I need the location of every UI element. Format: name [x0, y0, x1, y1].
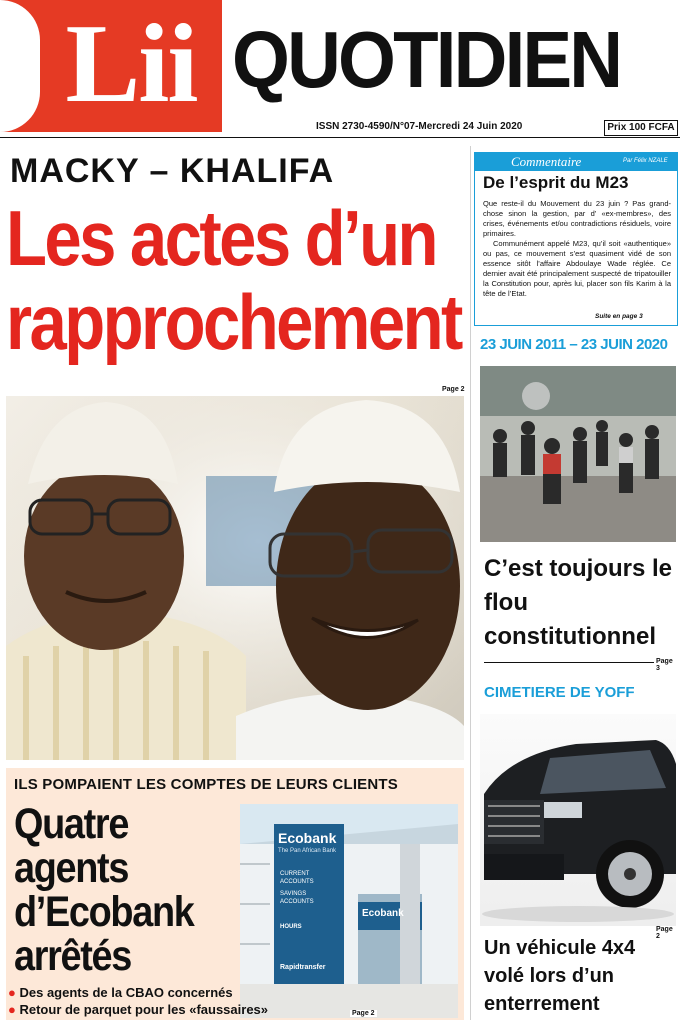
commentary-author: Par Félix NZALE [623, 158, 668, 164]
commentary-paragraph-1: Que reste-il du Mouvement du 23 juin ? Pas grand-chose sinon la gestion, par d’ «ex-membres», des crises, événements et/ou contradictions résiduels, voire primaires. [483, 199, 671, 238]
bank-bullet-2: ● Retour de parquet pour les «faussaires» [8, 1002, 269, 1017]
main-kicker: MACKY – KHALIFA [10, 152, 335, 190]
cemetery-headline[interactable]: Un véhicule 4x4 volé lors d’un enterrement [484, 937, 636, 1015]
bank-sign-savings: SAVINGS ACCOUNTS [280, 891, 314, 905]
column-divider [470, 146, 471, 1020]
bullet-dot-icon: ● [8, 985, 16, 1000]
bank-bullet-1: ● Des agents de la CBAO concernés [8, 985, 233, 1000]
bank-kicker: ILS POMPAIENT LES COMPTES DE LEURS CLIENTS [14, 776, 398, 793]
bank-headline-line1: Quatre [14, 800, 129, 848]
commentary-header [475, 153, 677, 171]
bank-storefront-brand: Ecobank [362, 908, 404, 919]
bank-illustration [240, 804, 458, 1018]
bullet-dot-icon: ● [8, 1002, 16, 1017]
masthead-title: QUOTIDIEN [232, 15, 621, 104]
bank-sign-rapid: Rapidtransfer [280, 964, 326, 971]
portrait-illustration [6, 396, 464, 760]
protest-illustration [480, 366, 676, 542]
price-badge: Prix 100 FCFA [604, 120, 678, 136]
commentary-box [474, 152, 678, 326]
suv-photo [480, 714, 676, 926]
main-headline-line2: rapprochement [6, 278, 461, 366]
main-headline[interactable] [6, 194, 461, 366]
cemetery-kicker: CIMETIERE DE YOFF [484, 684, 635, 701]
bank-sign-brand: Ecobank [278, 830, 337, 846]
commentary-body [483, 199, 671, 299]
logo: Lii [65, 2, 197, 126]
masthead-divider [0, 137, 680, 138]
cemetery-page-ref: Page 2 [654, 926, 680, 940]
ecobank-photo [240, 804, 458, 1018]
protest-photo [480, 366, 676, 542]
commentary-title[interactable]: De l’esprit du M23 [483, 173, 629, 192]
commentary-label: Commentaire [511, 154, 582, 169]
main-page-ref: Page 2 [442, 386, 465, 393]
main-photo [6, 396, 464, 760]
bank-page-ref: Page 2 [352, 1010, 375, 1017]
bank-bullets [8, 984, 268, 1018]
commentary-paragraph-2: Communément appelé M23, qu’il soit «authentique» ou pas, ce mouvement s’est quasiment vidé de son essence sitôt l’affaire Abdoulaye Wade réglée. Ce dernier avait été principalement suspecté de tripatouiller la Constitution pour, après lui, placer son fils Karim à la tête de l’Etat. [483, 239, 671, 298]
m23-divider [484, 662, 676, 663]
suv-illustration [480, 714, 676, 926]
bank-headline-line2: agents [14, 844, 129, 892]
m23-page-ref: Page 3 [654, 658, 680, 672]
bank-headline-line3: d’Ecobank [14, 888, 194, 936]
bank-sign-hours: HOURS [280, 924, 302, 930]
m23-dates: 23 JUIN 2011 – 23 JUIN 2020 [480, 336, 668, 353]
issue-line: ISSN 2730-4590/N°07-Mercredi 24 Juin 2020 [316, 121, 523, 132]
main-headline-line1: Les actes d’un [6, 194, 436, 282]
bank-sign-tagline: The Pan African Bank [278, 848, 337, 854]
bank-headline-line4: arrêtés [14, 932, 131, 980]
m23-headline[interactable]: C’est toujours le flou constitutionnel [484, 555, 673, 650]
bank-sign-current: CURRENT ACCOUNTS [280, 871, 314, 885]
commentary-continued[interactable]: Suite en page 3 [595, 313, 643, 320]
bank-headline[interactable] [14, 802, 208, 978]
